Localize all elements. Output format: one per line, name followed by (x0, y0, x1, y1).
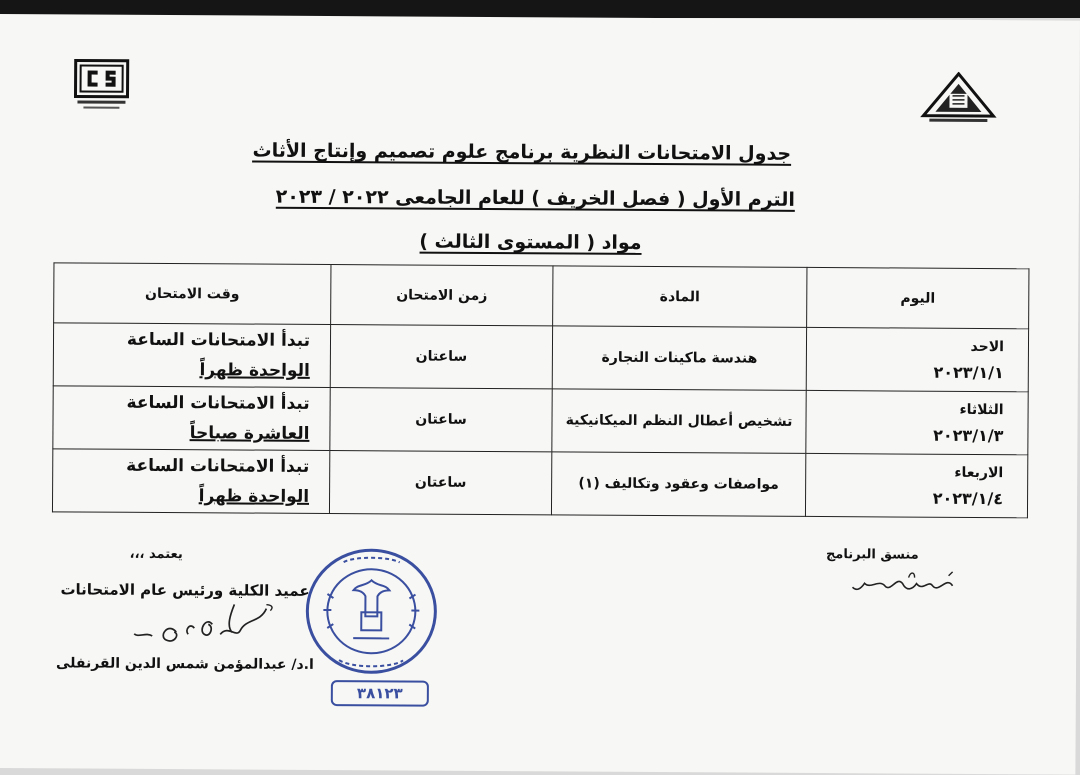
table-row (52, 449, 1027, 518)
duration-cell: ساعتان (330, 388, 552, 452)
subject-cell: هندسة ماكينات النجارة (552, 326, 806, 391)
document-title: جدول الامتحانات النظرية برنامج علوم تصميم وإنتاج الأثاث (252, 139, 792, 165)
university-logo-right (919, 72, 997, 126)
coordinator-signature (848, 567, 958, 598)
program-coordinator-label: منسق البرنامج (825, 547, 919, 563)
exam-time-cell (53, 386, 330, 451)
subject-cell: تشخيص أعطال النظم الميكانيكية (552, 389, 806, 454)
exam-schedule-table (52, 262, 1030, 518)
term-subtitle: الترم الأول ( فصل الخريف ) للعام الجامعى ٢٠٢٢ / ٢٠٢٣ (275, 185, 795, 211)
exam-time-line1: تبدأ الامتحانات الساعة (126, 329, 311, 351)
exam-time-line1: تبدأ الامتحانات الساعة (126, 455, 310, 477)
day-name: الاربعاء (954, 464, 1004, 482)
day-cell (806, 327, 1028, 391)
faculty-seal (303, 546, 440, 677)
header-exam-time: وقت الامتحان (54, 263, 331, 325)
exam-time-cell (52, 449, 329, 514)
subject-cell: مواصفات وعقود وتكاليف (١) (551, 452, 805, 517)
table-header-row (54, 263, 1029, 329)
duration-cell: ساعتان (329, 451, 551, 515)
table-row (53, 323, 1028, 392)
level-subtitle: مواد ( المستوى الثالث ) (419, 230, 642, 254)
day-name: الثلاثاء (959, 401, 1004, 419)
faculty-logo-left (71, 58, 131, 114)
dean-signature (116, 598, 286, 649)
day-name: الاحد (970, 338, 1005, 356)
header-subject: المادة (553, 266, 807, 328)
exam-time-cell (53, 323, 330, 388)
dean-title: عميد الكلية ورئيس عام الامتحانات (60, 580, 310, 600)
exam-time-line2: الواحدة ظهراً (199, 360, 310, 381)
exam-time-line1: تبدأ الامتحانات الساعة (126, 392, 310, 414)
duration-cell: ساعتان (330, 325, 552, 389)
header-day: اليوم (807, 267, 1029, 328)
dean-name: ا.د/ عبدالمؤمن شمس الدين القرنفلى (55, 655, 314, 673)
exam-time-line2: الواحدة ظهراً (198, 486, 310, 507)
header-duration: زمن الامتحان (331, 265, 553, 326)
document-page (0, 14, 1080, 775)
day-cell (805, 453, 1027, 517)
exam-time-line2: العاشرة صباحاً (189, 423, 310, 444)
day-cell (806, 390, 1028, 454)
approval-label: يعتمد ،،، (129, 546, 183, 563)
stamp-number: ٣٨١٢٣ (331, 680, 429, 707)
exam-date: ٢٠٢٣/١/١ (933, 362, 1004, 383)
exam-date: ٢٠٢٣/١/٤ (932, 488, 1004, 509)
exam-date: ٢٠٢٣/١/٣ (933, 425, 1004, 446)
table-row (53, 386, 1028, 455)
